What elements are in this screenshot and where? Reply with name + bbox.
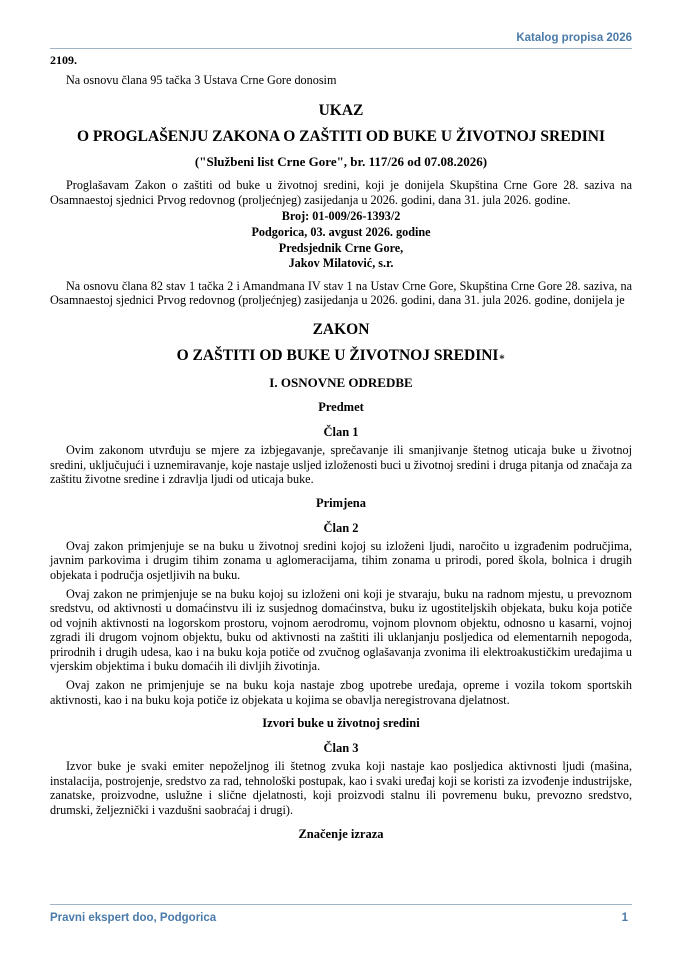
publisher-name: Pravni ekspert doo, Podgorica xyxy=(50,912,217,924)
catalog-title: Katalog propisa 2026 xyxy=(516,32,632,44)
chapter-heading: I. OSNOVNE ODREDBE xyxy=(269,374,413,390)
zakon-subtitle-line xyxy=(50,347,632,367)
article-2-paragraph-2: Ovaj zakon ne primjenjuje se na buku kojoj su izloženi oni koji je stvaraju, buku na radnom mjestu, u prevoznom sredstvu, od aktivnosti u domaćinstvu ili iz susjednog domaćinstva, buku iz ugostiteljskih objekata, buku koja potiče od vojnih aktivnosti na logorskom prostoru, vojnom aerodromu, vojnom plovnom objektu, odnosno u kasarni, vojnoj zgradi ili drugom vojnom objektu, buku od aktivnosti na zaštiti ili uklanjanju posljedica od elementarnih nepogoda, prirodnih i drugih udesa, kao i na buku koja potiče od zvučnog oglašavanja zvonima ili elektroakustičkim uređajima u vjerskim objektima i buku domaćih ili divljih životinja. xyxy=(50,586,632,674)
page-header xyxy=(50,32,632,49)
section-heading-primjena: Primjena xyxy=(316,495,366,510)
zakon-subtitle: O ZAŠTITI OD BUKE U ŽIVOTNOJ SREDINI xyxy=(176,346,499,364)
article-1-title: Član 1 xyxy=(323,424,359,439)
document-broj: Broj: 01-009/26-1393/2 xyxy=(281,209,401,224)
article-1-paragraph: Ovim zakonom utvrđuju se mjere za izbjegavanje, sprečavanje ili smanjivanje štetnog uticaja buke u životnoj sredini, uključujući i uznemiravanje, koje nastaje usljed izloženosti buci u životnoj sredini i druga pitanja od značaja za zaštitu životne sredine i zdravlja ljudi od uticaja buke. xyxy=(50,442,632,487)
article-2-paragraph-3: Ovaj zakon ne primjenjuje se na buku koja nastaje zbog upotrebe uređaja, opreme i vozila tokom sportskih aktivnosti, kao i na buku koja potiče iz objekata u kojima se obavlja neregistrovana djelatnost. xyxy=(50,678,632,707)
page-footer xyxy=(50,904,632,925)
footnote-mark: ∗ xyxy=(498,351,506,363)
basis-text: Na osnovu člana 82 stav 1 tačka 2 i Amandmana IV stav 1 na Ustav Crne Gore, Skupština Crne Gore 28. saziva, na Osamnaestoj sjednici Prvog redovnog (proljećnjeg) zasijedanja u 2026. godini, dana 31. jula 2026. godine, donijela je xyxy=(50,278,632,308)
article-2-title: Član 2 xyxy=(323,520,359,535)
article-2-paragraph-1: Ovaj zakon primjenjuje se na buku u životnoj sredini kojoj su izloženi ljudi, naročito u izgrađenim područjima, javnim parkovima i drugim tihim zonama u aglomeracijama, tihim zonama u prirodi, pored škola, bolnica i drugih objekata i područja osjetljivih na buku. xyxy=(50,538,632,582)
proclamation-text: Proglašavam Zakon o zaštiti od buke u životnoj sredini, koji je donijela Skupština Crne Gore 28. saziva na Osamnaestoj sjednici Prvog redovnog (proljećnjeg) zasijedanja u 2026. godini, dana 31. jula 2026. godine. xyxy=(50,178,632,207)
ukaz-subtitle: O PROGLAŠENJU ZAKONA O ZAŠTITI OD BUKE U ŽIVOTNOJ SREDINI xyxy=(76,128,606,146)
article-3-paragraph: Izvor buke je svaki emiter nepoželjnog ili štetnog zvuka koji nastaje kao posljedica aktivnosti ljudi (mašina, instalacija, postrojenje, sredstvo za rad, tehnološki postupak, kao i svaki uređaj koji se koristi za izvođenje industrijske, zanatske, proizvodne, uslužne i slične djelatnosti, koji proizvodi stalnu ili povremenu buku, prevozno sredstvo, drumski, željeznički i vazdušni saobraćaj i drugi). xyxy=(50,759,632,818)
ukaz-title: UKAZ xyxy=(318,102,364,120)
president-name: Jakov Milatović, s.r. xyxy=(288,256,394,271)
article-3-title: Član 3 xyxy=(323,741,359,756)
zakon-title: ZAKON xyxy=(312,320,370,338)
section-heading-znacenje: Značenje izraza xyxy=(298,826,384,841)
section-heading-predmet: Predmet xyxy=(318,399,364,414)
document-number: 2109. xyxy=(50,53,77,67)
place-date: Podgorica, 03. avgust 2026. godine xyxy=(251,224,431,239)
gazette-reference: ("Službeni list Crne Gore", br. 117/26 od 07.08.2026) xyxy=(194,154,488,170)
section-heading-izvori: Izvori buke u životnoj sredini xyxy=(262,716,420,731)
president-title: Predsjednik Crne Gore, xyxy=(278,240,404,255)
page-number: 1 xyxy=(621,912,628,924)
intro-text: Na osnovu člana 95 tačka 3 Ustava Crne Gore donosim xyxy=(66,72,337,87)
document-body xyxy=(50,53,632,842)
